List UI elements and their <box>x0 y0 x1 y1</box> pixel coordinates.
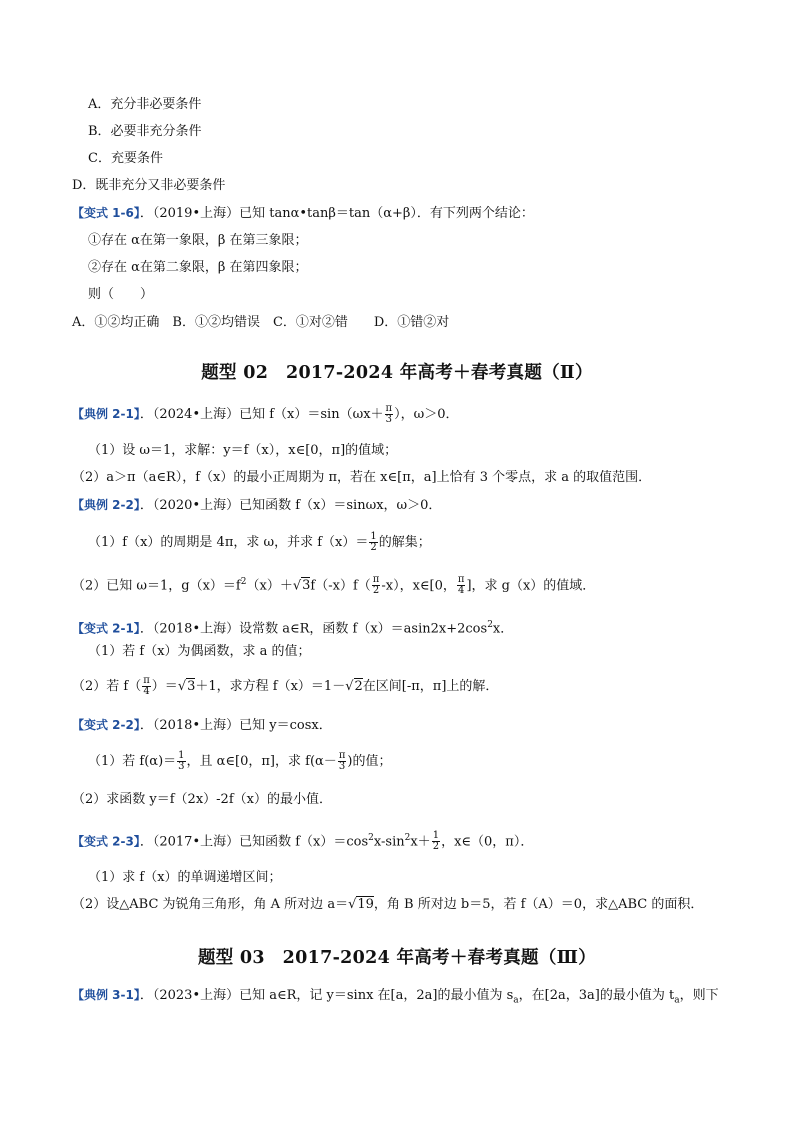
stem-text: ．（2018•上海）已知 y＝cosx． <box>139 718 332 733</box>
stem-text: ．（2017•上海）已知函数 f（x）＝cos <box>139 834 369 850</box>
part-text: -x），x∈[0， <box>381 578 456 594</box>
example-2-2-part1 <box>88 532 431 553</box>
stem-text: x-sin <box>373 834 405 850</box>
denominator: 4 <box>143 686 150 697</box>
example-2-1-stem <box>72 404 458 425</box>
part-text: f（-x）f（ <box>310 578 371 594</box>
radicand: 2 <box>354 679 363 694</box>
denominator: 3 <box>178 761 185 772</box>
fraction <box>457 575 466 596</box>
conclusion-2: ②存在 α在第二象限，β 在第四象限； <box>88 260 308 275</box>
fraction <box>432 831 440 852</box>
subscript: a <box>674 995 680 1006</box>
stem-text: x． <box>492 621 514 637</box>
part-text: （2）已知 ω＝1，g（x）＝f <box>72 578 241 594</box>
numerator: π <box>143 675 150 686</box>
variant-tag: 【变式 2-3】 <box>72 834 140 849</box>
superscript: 2 <box>404 833 411 843</box>
example-2-2-part2 <box>72 573 595 596</box>
radicand: 19 <box>357 897 374 912</box>
variant-2-1-stem <box>72 616 513 638</box>
variant-tag: 【变式 2-2】 <box>72 718 140 732</box>
fraction <box>372 575 381 596</box>
part-text: ）＝ <box>151 679 178 694</box>
part-text: ，角 B 所对边 b＝5，若 f（A）＝0，求△ABC 的面积． <box>373 897 704 912</box>
example-3-1-stem <box>72 986 719 1010</box>
variant-2-2-part1 <box>88 751 391 772</box>
numerator: 1 <box>370 531 377 542</box>
radicand: 3 <box>302 578 311 594</box>
numerator: π <box>457 574 465 586</box>
conclusion-1: ①存在 α在第一象限，β 在第三象限； <box>88 233 308 248</box>
fraction <box>338 751 347 772</box>
part-text: （1）若 f(α)＝ <box>88 754 177 769</box>
variant-2-3-part2 <box>72 896 703 914</box>
fraction <box>385 404 394 425</box>
denominator: 4 <box>457 585 465 597</box>
variant-2-1-part2 <box>72 676 498 697</box>
example-2-1-part1: （1）设 ω＝1，求解：y＝f（x），x∈[0，π]的值域； <box>88 443 398 458</box>
example-2-1-part2: （2）a＞π（a∈R），f（x）的最小正周期为 π，若在 x∈[π，a]上恰有 3 个零点，求 a 的取值范围． <box>72 470 652 485</box>
denominator: 2 <box>372 585 380 597</box>
option-a: A．充分非必要条件 <box>88 97 202 112</box>
radicand: 3 <box>187 679 196 694</box>
part-text: )的值； <box>347 754 392 769</box>
variant-2-3-part1: （1）求 f（x）的单调递增区间； <box>88 870 282 885</box>
numerator: π <box>338 750 346 761</box>
part-text: （x）＋ <box>246 578 293 594</box>
option-c: C．充要条件 <box>88 151 163 166</box>
radical: √19 <box>348 897 374 912</box>
radical: √2 <box>345 679 363 694</box>
part-text: 在区间[-π，π]上的解． <box>362 679 499 694</box>
part-text: （2）设△ABC 为锐角三角形，角 A 所对边 a＝ <box>72 897 349 912</box>
option-d: D．既非充分又非必要条件 <box>72 178 226 193</box>
subscript: a <box>513 995 519 1006</box>
denominator: 3 <box>338 761 346 772</box>
superscript: 2 <box>240 577 247 587</box>
superscript: 2 <box>487 620 493 630</box>
part-text: （2）若 f（ <box>72 679 142 694</box>
stem-text: ．（2018•上海）设常数 a∈R，函数 f（x）＝asin2x+2cos <box>139 621 488 637</box>
stem-text: ），ω＞0． <box>394 407 459 422</box>
option-b: B．必要非充分条件 <box>88 124 202 139</box>
stem-text: x＋ <box>410 834 431 850</box>
variant-2-2-stem <box>72 716 332 735</box>
example-tag: 【典例 2-1】 <box>72 407 140 421</box>
then-choice: 则（ ） <box>88 287 154 302</box>
section-title-02: 题型 02 2017-2024 年高考＋春考真题（Ⅱ） <box>201 363 593 383</box>
stem-text: ，则下 <box>679 988 719 1003</box>
superscript: 2 <box>368 833 374 843</box>
example-tag: 【典例 3-1】 <box>72 988 140 1002</box>
stem-text: ．（2020•上海）已知函数 f（x）＝sinωx，ω＞0． <box>139 498 442 513</box>
denominator: 2 <box>370 542 377 553</box>
part-text: ＋1，求方程 f（x）＝1－ <box>195 679 346 694</box>
part-text: ]，求 g（x）的值域． <box>466 578 596 594</box>
numerator: π <box>385 403 393 414</box>
fraction <box>177 751 185 772</box>
stem-text: ，在[2a，3a]的最小值为 t <box>518 988 675 1003</box>
stem-text: ．（2024•上海）已知 f（x）＝sin（ωx＋ <box>139 407 384 422</box>
denominator: 2 <box>432 841 440 853</box>
variant-stem-text: ．（2019•上海）已知 tanα•tanβ＝tan（α+β）．有下列两个结论： <box>139 206 534 221</box>
radical: √3 <box>177 679 196 694</box>
fraction <box>369 532 377 553</box>
variant-tag: 【变式 2-1】 <box>72 621 140 636</box>
answer-options: A．①②均正确 B．①②均错误 C．①对②错 D．①错②对 <box>72 315 450 330</box>
numerator: π <box>372 574 380 586</box>
stem-text: ，x∈（0，π）． <box>441 834 534 850</box>
variant-1-6-stem <box>72 204 534 223</box>
numerator: 1 <box>178 750 185 761</box>
fraction <box>142 676 151 697</box>
part-text: （1）f（x）的周期是 4π，求 ω，并求 f（x）＝ <box>88 535 369 550</box>
section-title-03: 题型 03 2017-2024 年高考＋春考真题（Ⅲ） <box>197 948 597 968</box>
example-2-2-stem <box>72 496 441 515</box>
stem-text: ．（2023•上海）已知 a∈R，记 y＝sinx 在[a，2a]的最小值为 s <box>139 988 514 1003</box>
numerator: 1 <box>432 830 440 842</box>
variant-2-2-part2: （2）求函数 y＝f（2x）-2f（x）的最小值． <box>72 792 332 807</box>
part-text: 的解集； <box>378 535 431 550</box>
denominator: 3 <box>385 414 392 425</box>
variant-tag: 【变式 1-6】 <box>72 206 140 220</box>
example-tag: 【典例 2-2】 <box>72 498 140 512</box>
part-text: ，且 α∈[0，π]，求 f(α－ <box>186 754 337 769</box>
variant-2-1-part1: （1）若 f（x）为偶函数，求 a 的值； <box>88 644 311 659</box>
radical: √3 <box>292 578 311 594</box>
variant-2-3-stem <box>72 829 533 852</box>
